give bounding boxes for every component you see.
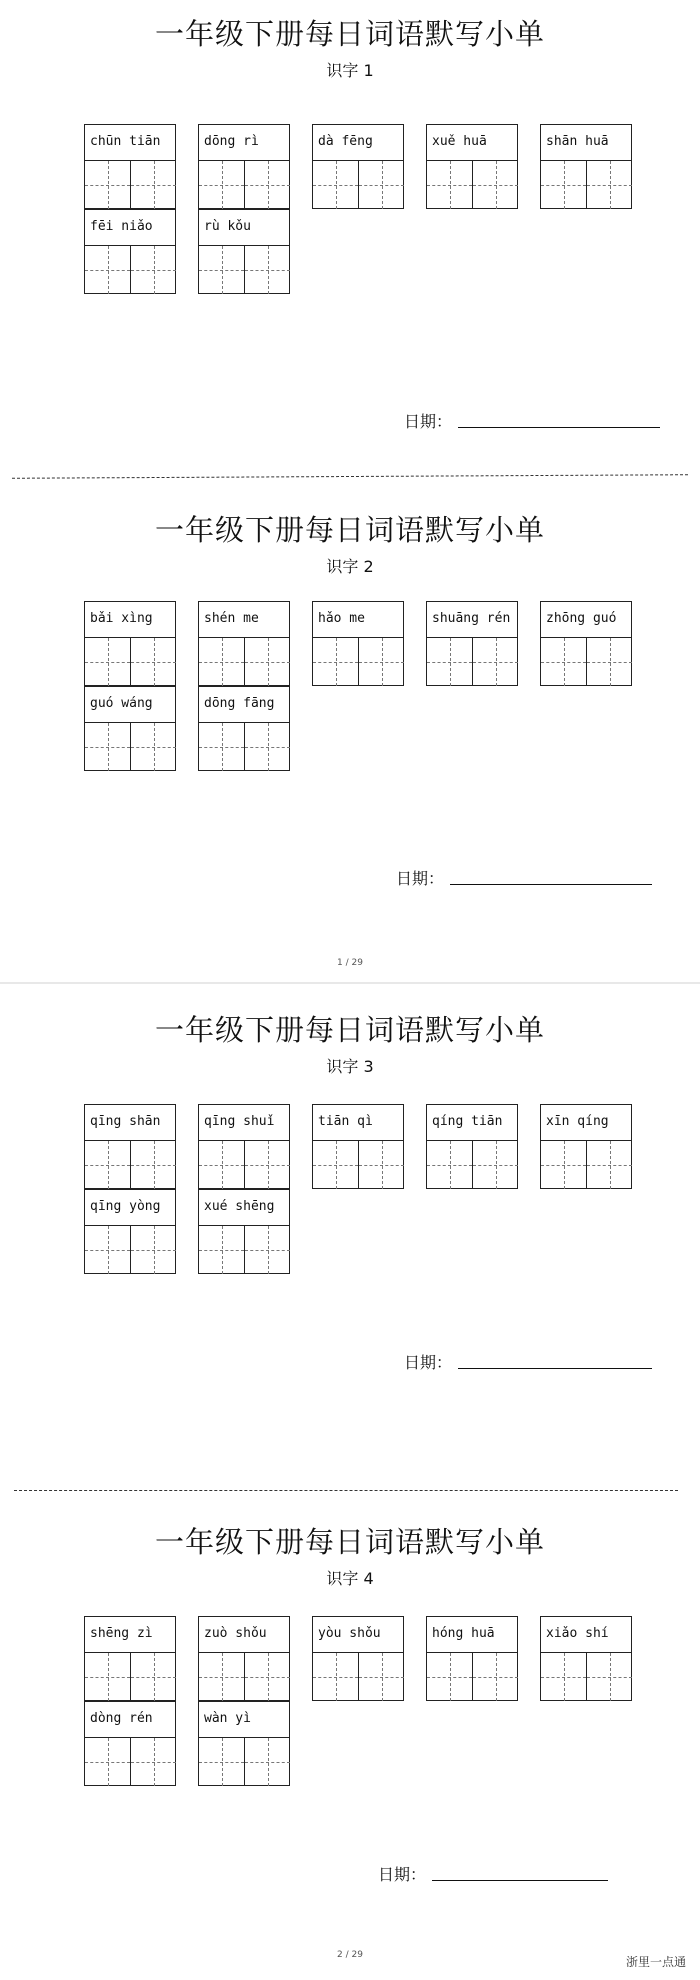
word-pinyin: bǎi xìng [85, 602, 175, 638]
section-subtitle: 识字 2 [326, 557, 374, 576]
section-title: 一年级下册每日词语默写小单 [154, 17, 545, 51]
word-pinyin: dà fēng [313, 125, 403, 161]
writing-grid[interactable] [199, 1226, 289, 1274]
word-card [312, 1104, 404, 1189]
word-pinyin: wàn yì [199, 1702, 289, 1738]
word-card [426, 1616, 518, 1701]
writing-grid[interactable] [85, 1226, 175, 1274]
word-pinyin: zhōng guó [541, 602, 631, 638]
date-label: 日期： [396, 869, 445, 888]
writing-grid[interactable] [85, 723, 175, 771]
date-label: 日期： [378, 1865, 427, 1884]
word-pinyin: dòng rén [85, 1702, 175, 1738]
writing-grid[interactable] [199, 723, 289, 771]
word-pinyin: xīn qíng [541, 1105, 631, 1141]
word-card [426, 601, 518, 686]
word-card [198, 1701, 290, 1786]
word-card [426, 124, 518, 209]
date-field[interactable] [432, 1880, 608, 1881]
date-field[interactable] [458, 427, 660, 428]
word-pinyin: qíng tiān [427, 1105, 517, 1141]
word-pinyin: xuě huā [427, 125, 517, 161]
writing-grid[interactable] [199, 246, 289, 294]
word-pinyin: dōng rì [199, 125, 289, 161]
word-pinyin: chūn tiān [85, 125, 175, 161]
word-pinyin: shuāng rén [427, 602, 517, 638]
word-pinyin: guó wáng [85, 687, 175, 723]
word-card [84, 686, 176, 771]
section-title: 一年级下册每日词语默写小单 [154, 513, 545, 547]
word-pinyin: xiǎo shí [541, 1617, 631, 1653]
word-card [312, 1616, 404, 1701]
cut-line [12, 474, 688, 479]
word-pinyin: qīng yòng [85, 1190, 175, 1226]
word-card [84, 1616, 176, 1701]
writing-grid[interactable] [199, 1738, 289, 1786]
writing-grid[interactable] [313, 161, 403, 209]
date-label: 日期： [404, 412, 453, 431]
section-subtitle: 识字 3 [326, 1057, 374, 1076]
watermark: 浙里一点通 [625, 1955, 686, 1969]
word-card [540, 601, 632, 686]
word-card [84, 124, 176, 209]
writing-grid[interactable] [313, 638, 403, 686]
page-2 [0, 984, 700, 1980]
word-pinyin: tiān qì [313, 1105, 403, 1141]
word-card [426, 1104, 518, 1189]
word-pinyin: yòu shǒu [313, 1617, 403, 1653]
word-card [84, 1701, 176, 1786]
section-title: 一年级下册每日词语默写小单 [154, 1525, 545, 1559]
word-card [198, 686, 290, 771]
word-card [540, 1104, 632, 1189]
word-pinyin: rù kǒu [199, 210, 289, 246]
writing-grid[interactable] [85, 161, 175, 209]
writing-grid[interactable] [85, 1653, 175, 1701]
word-pinyin: shén me [199, 602, 289, 638]
word-card [84, 601, 176, 686]
writing-grid[interactable] [199, 161, 289, 209]
writing-grid[interactable] [427, 638, 517, 686]
word-card [198, 1189, 290, 1274]
word-pinyin: fēi niǎo [85, 210, 175, 246]
word-card [540, 1616, 632, 1701]
page-1 [0, 0, 700, 982]
word-pinyin: shān huā [541, 125, 631, 161]
word-card [540, 124, 632, 209]
word-pinyin: shēng zì [85, 1617, 175, 1653]
word-pinyin: hóng huā [427, 1617, 517, 1653]
word-pinyin: zuò shǒu [199, 1617, 289, 1653]
writing-grid[interactable] [199, 638, 289, 686]
date-label: 日期： [404, 1353, 453, 1372]
writing-grid[interactable] [199, 1653, 289, 1701]
word-card [198, 1104, 290, 1189]
page-number: 2 / 29 [337, 1950, 363, 1960]
writing-grid[interactable] [85, 1738, 175, 1786]
writing-grid[interactable] [85, 246, 175, 294]
writing-grid[interactable] [313, 1141, 403, 1189]
word-card [312, 601, 404, 686]
writing-grid[interactable] [85, 1141, 175, 1189]
writing-grid[interactable] [541, 1653, 631, 1701]
writing-grid[interactable] [541, 638, 631, 686]
writing-grid[interactable] [427, 161, 517, 209]
writing-grid[interactable] [541, 1141, 631, 1189]
section-title: 一年级下册每日词语默写小单 [154, 1013, 545, 1047]
word-card [84, 209, 176, 294]
section-subtitle: 识字 1 [326, 61, 374, 80]
word-card [198, 1616, 290, 1701]
word-pinyin: qīng shuǐ [199, 1105, 289, 1141]
cut-line [14, 1490, 678, 1491]
section-subtitle: 识字 4 [326, 1569, 374, 1588]
word-pinyin: hǎo me [313, 602, 403, 638]
writing-grid[interactable] [541, 161, 631, 209]
word-card [84, 1104, 176, 1189]
word-card [198, 601, 290, 686]
word-card [198, 209, 290, 294]
word-pinyin: dōng fāng [199, 687, 289, 723]
word-pinyin: xué shēng [199, 1190, 289, 1226]
word-card [198, 124, 290, 209]
date-field[interactable] [450, 884, 652, 885]
writing-grid[interactable] [199, 1141, 289, 1189]
writing-grid[interactable] [427, 1141, 517, 1189]
date-field[interactable] [458, 1368, 652, 1369]
writing-grid[interactable] [85, 638, 175, 686]
writing-grid[interactable] [313, 1653, 403, 1701]
writing-grid[interactable] [427, 1653, 517, 1701]
word-card [84, 1189, 176, 1274]
word-pinyin: qīng shān [85, 1105, 175, 1141]
word-card [312, 124, 404, 209]
page-number: 1 / 29 [337, 958, 363, 968]
